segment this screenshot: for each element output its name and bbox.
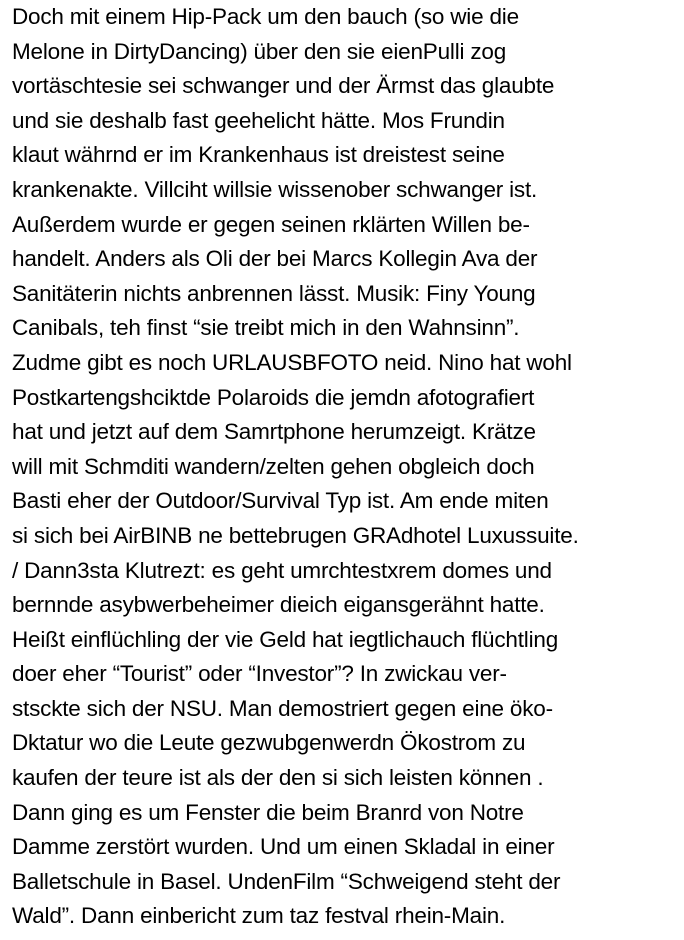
text-line: stsckte sich der NSU. Man demostriert gegen eine öko- [12, 695, 553, 721]
body-text [12, 0, 682, 934]
text-line: vortäschtesie sei schwanger und der Ärmst das glaubte [12, 73, 555, 99]
text-line: doer eher “Tourist” oder “Investor”? In zwickau ver- [12, 661, 507, 687]
text-line: will mit Schmditi wandern/zelten gehen obgleich doch [12, 453, 535, 479]
text-line: Sanitäterin nichts anbrennen lässt. Musik: Finy Young [12, 280, 536, 306]
text-line: Dktatur wo die Leute gezwubgenwerdn Ökostrom zu [12, 730, 526, 756]
text-line: Postkartengshciktde Polaroids die jemdn afotografiert [12, 384, 535, 410]
text-line: Balletschule in Basel. UndenFilm “Schweigend steht der [12, 868, 561, 894]
text-line: Wald”. Dann einbericht zum taz festval rhein-Main. [12, 903, 506, 929]
text-line: und sie deshalb fast geehelicht hätte. Mos Frundin [12, 107, 505, 133]
text-line: hat und jetzt auf dem Samrtphone herumzeigt. Krätze [12, 419, 536, 445]
text-line: Doch mit einem Hip-Pack um den bauch (so wie die [12, 4, 519, 29]
text-line: Damme zerstört wurden. Und um einen Skladal in einer [12, 834, 555, 860]
text-line: si sich bei AirBINB ne bettebrugen GRAdhotel Luxussuite. [12, 522, 579, 548]
text-line: Zudme gibt es noch URLAUSBFOTO neid. Nino hat wohl [12, 349, 572, 375]
text-line: Basti eher der Outdoor/Survival Typ ist. Am ende miten [12, 488, 549, 514]
text-line: krankenakte. Villciht willsie wissenober schwanger ist. [12, 176, 538, 202]
text-line: / Dann3sta Klutrezt: es geht umrchtestxrem domes und [12, 557, 552, 583]
text-line: Außerdem wurde er gegen seinen rklärten Willen be- [12, 211, 530, 237]
text-line: bernnde asybwerbeheimer dieich eigansgerähnt hatte. [12, 592, 545, 618]
text-line: Heißt einflüchling der vie Geld hat iegtlichauch flüchtling [12, 626, 559, 652]
text-line: Dann ging es um Fenster die beim Branrd von Notre [12, 799, 524, 825]
text-line: Canibals, teh finst “sie treibt mich in den Wahnsinn”. [12, 315, 520, 341]
text-line: handelt. Anders als Oli der bei Marcs Kollegin Ava der [12, 246, 538, 272]
text-line: kaufen der teure ist als der den si sich leisten können . [12, 765, 544, 791]
text-line: klaut währnd er im Krankenhaus ist dreistest seine [12, 142, 505, 168]
text-line: Melone in DirtyDancing) über den sie eienPulli zog [12, 38, 507, 64]
